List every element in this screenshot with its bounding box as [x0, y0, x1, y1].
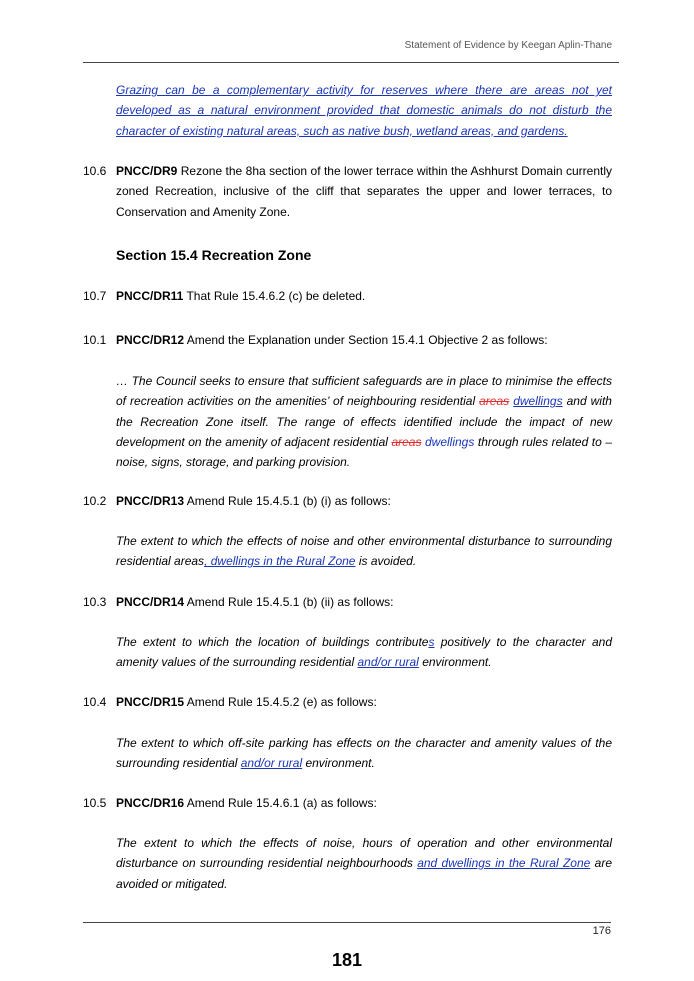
quote-text: is avoided.	[355, 554, 417, 569]
bundle-page-number: 181	[331, 950, 363, 970]
quote-text: … The Council seeks to ensure that sufficient safeguards are in place to minimise the effects of recreation activities on the amenities’ of neighbouring residential	[116, 374, 612, 409]
grazing-quote	[116, 80, 612, 141]
section-heading: Section 15.4 Recreation Zone	[116, 247, 312, 263]
quote-10-5	[116, 833, 612, 894]
submission-code: PNCC/DR14	[116, 595, 185, 609]
document-header: Statement of Evidence by Keegan Aplin-Thane	[404, 40, 612, 51]
quote-text: The extent to which the effects of noise, hours of operation and other environmental disturbance on surrounding residential neighbourhoods	[116, 836, 612, 871]
paragraph-text: Amend Rule 15.4.5.2 (e) as follows:	[184, 695, 377, 709]
para-number: 10.4	[83, 695, 107, 709]
para-number: 10.5	[83, 796, 107, 810]
para-number: 10.7	[83, 289, 107, 303]
paragraph-10-2	[116, 491, 612, 511]
quote-text: The extent to which off-site parking has effects on the character and amenity values of the surrounding residential	[116, 736, 612, 771]
deleted-text: areas	[391, 434, 422, 449]
paragraph-text: Amend Rule 15.4.5.1 (b) (i) as follows:	[184, 494, 391, 508]
quote-10-4	[116, 733, 612, 774]
inserted-text: dwellings	[513, 394, 563, 409]
paragraph-10-7	[116, 286, 612, 306]
submission-code: PNCC/DR12	[116, 333, 185, 347]
quote-text: environment.	[302, 756, 375, 771]
inserted-text: Grazing can be a complementary activity for reserves where there are areas not yet developed as a natural environment provided that domestic animals do not disturb the character of existing natural areas, such as native bush, wetland areas, and gardens.	[116, 83, 612, 138]
paragraph-10-3	[116, 592, 612, 612]
deleted-text: areas	[479, 394, 510, 409]
inserted-text: and dwellings in the Rural Zone	[417, 856, 591, 871]
quote-text: through rules related to – noise, signs, storage, and parking provision.	[116, 434, 612, 470]
submission-code: PNCC/DR9	[116, 164, 178, 178]
inserted-text: s	[428, 635, 435, 649]
para-number: 10.3	[83, 595, 107, 609]
inserted-text: dwellings	[424, 434, 475, 449]
quote-text: are avoided or mitigated.	[116, 856, 612, 891]
para-number: 10.1	[83, 333, 107, 347]
submission-code: PNCC/DR16	[116, 796, 185, 810]
paragraph-text: That Rule 15.4.6.2 (c) be deleted.	[183, 289, 366, 303]
para-number: 10.2	[83, 494, 107, 508]
quote-10-1	[116, 371, 612, 472]
paragraph-text: Amend Rule 15.4.6.1 (a) as follows:	[184, 796, 377, 810]
paragraph-10-5	[116, 793, 612, 813]
quote-text: The extent to which the effects of noise and other environmental disturbance to surrounding residential areas	[116, 534, 612, 569]
para-number: 10.6	[83, 164, 107, 178]
inserted-text: and/or rural	[357, 655, 419, 670]
quote-10-2	[116, 531, 612, 572]
submission-code: PNCC/DR11	[116, 289, 184, 303]
footer-rule	[83, 922, 611, 923]
document-page-number: 176	[592, 925, 611, 937]
inserted-text: and/or rural	[240, 756, 303, 771]
quote-text: positively to the character and amenity values of the surrounding residential	[116, 635, 612, 670]
paragraph-text: Amend the Explanation under Section 15.4.1 Objective 2 as follows:	[184, 333, 548, 347]
quote-10-3	[116, 632, 612, 673]
paragraph-text: Rezone the 8ha section of the lower terrace within the Ashhurst Domain currently zoned Recreation, inclusive of the cliff that separates the upper and lower terraces, to Conservation and Amenity Zone.	[116, 164, 612, 219]
paragraph-text: Amend Rule 15.4.5.1 (b) (ii) as follows:	[184, 595, 394, 609]
inserted-text: , dwellings in the Rural Zone	[204, 554, 356, 569]
paragraph-10-4	[116, 692, 612, 712]
submission-code: PNCC/DR13	[116, 494, 185, 508]
paragraph-10-6	[116, 161, 612, 222]
quote-text: environment.	[418, 655, 492, 670]
quote-text: and with the Recreation Zone itself. The range of effects identified include the impact of new development on the amenity of adjacent residential	[116, 394, 612, 449]
header-rule	[83, 62, 619, 63]
paragraph-10-1	[116, 330, 612, 350]
quote-text: The extent to which the location of buildings contribute	[116, 635, 429, 649]
submission-code: PNCC/DR15	[116, 695, 185, 709]
